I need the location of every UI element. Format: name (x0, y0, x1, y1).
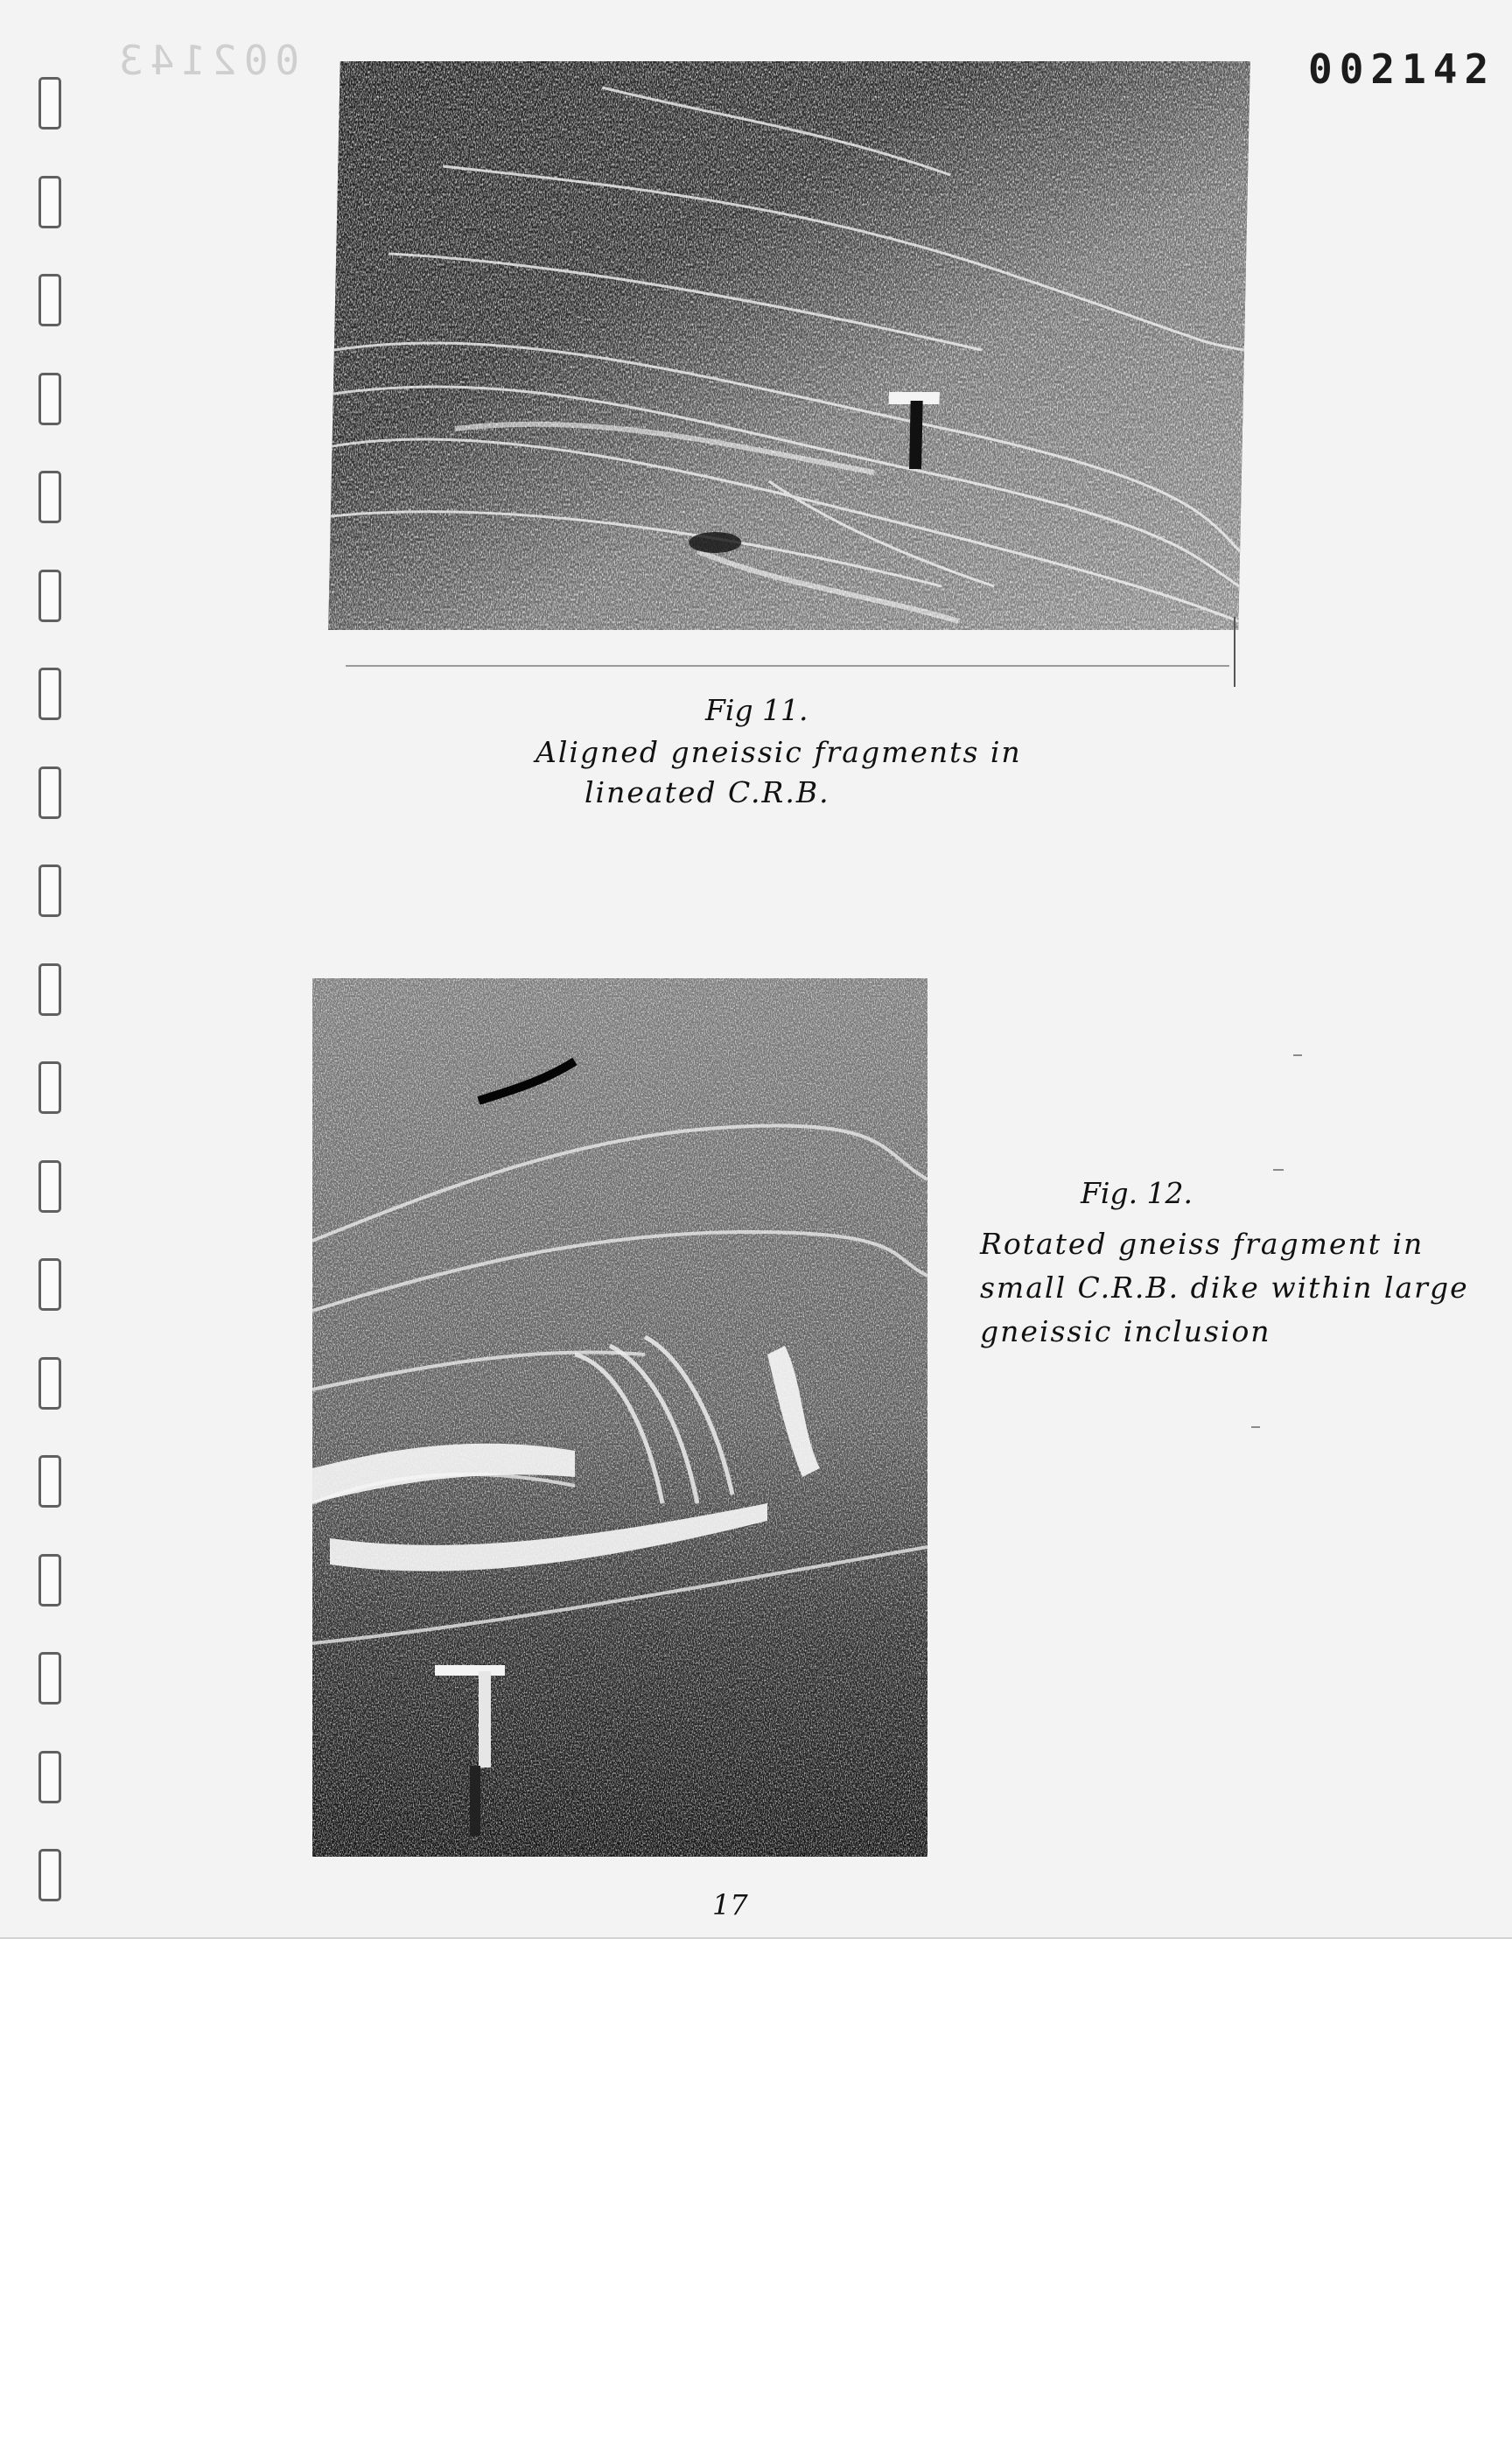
binder-hole-icon (38, 1554, 61, 1606)
scan-speck (1293, 1054, 1302, 1056)
figure-11-photo (328, 61, 1250, 630)
binder-hole-icon (38, 864, 61, 917)
binder-hole-icon (38, 1652, 61, 1704)
binder-hole-icon (38, 1751, 61, 1803)
photo-edge-mark (1234, 617, 1236, 687)
binder-hole-icon (38, 1258, 61, 1311)
figure-12-photo (312, 978, 928, 1857)
binder-hole-icon (38, 1160, 61, 1213)
photo-baseline (346, 665, 1229, 667)
figure-12-caption-line-1: Rotated gneiss fragment in (980, 1227, 1424, 1261)
figure-12-caption-line-3: gneissic inclusion (980, 1314, 1271, 1348)
figure-12-caption-line-2: small C.R.B. dike within large (980, 1270, 1469, 1305)
page-number: 002142 (1308, 46, 1496, 93)
binder-hole-icon (38, 963, 61, 1016)
binder-hole-icon (38, 1357, 61, 1410)
figure-11-caption-line-1: Aligned gneissic fragments in (536, 735, 1022, 769)
binder-hole-icon (38, 373, 61, 425)
scan-speck (1251, 1426, 1260, 1428)
binder-hole-icon (38, 274, 61, 326)
figure-12-image (312, 978, 928, 1857)
binder-hole-icon (38, 176, 61, 228)
binder-hole-icon (38, 1455, 61, 1508)
ghost-page-number: 002143 (112, 37, 300, 84)
binder-hole-icon (38, 1061, 61, 1114)
figure-11-label: Fig 11. (705, 693, 808, 727)
binder-hole-icon (38, 668, 61, 720)
folio-number: 17 (712, 1888, 748, 1922)
binder-hole-icon (38, 1849, 61, 1901)
figure-11-image (328, 61, 1250, 630)
binder-hole-icon (38, 77, 61, 130)
figure-11-caption-line-2: lineated C.R.B. (584, 775, 830, 809)
scan-speck (1273, 1169, 1284, 1171)
binder-hole-icon (38, 570, 61, 622)
binder-hole-icon (38, 471, 61, 523)
figure-12-label: Fig. 12. (1081, 1176, 1194, 1210)
binder-hole-icon (38, 766, 61, 819)
binder-hole-strip (38, 0, 65, 1937)
